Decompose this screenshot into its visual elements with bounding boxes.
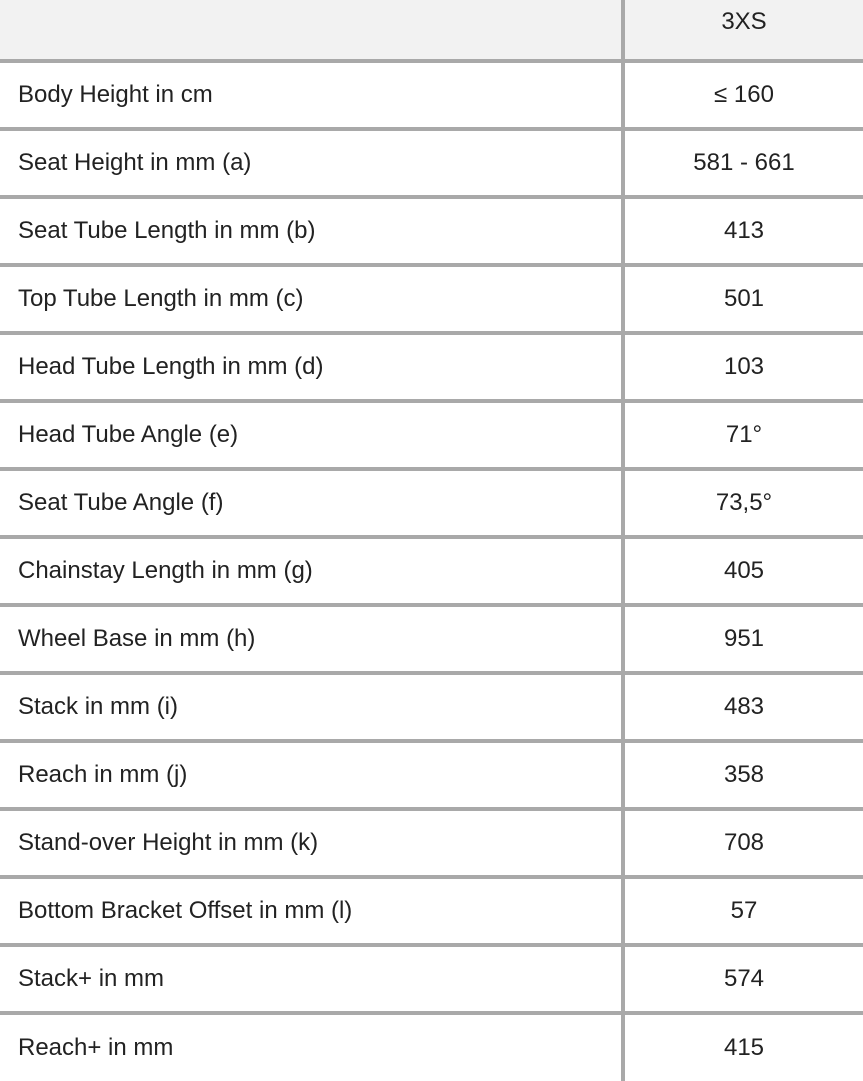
row-value: 415 (621, 1015, 863, 1081)
table-row (0, 63, 863, 131)
row-label: Head Tube Length in mm (d) (18, 353, 324, 380)
row-label: Top Tube Length in mm (c) (18, 285, 304, 312)
table-row (0, 675, 863, 743)
row-value: 358 (621, 743, 863, 807)
row-value: 405 (621, 539, 863, 603)
row-label: Seat Tube Length in mm (b) (18, 217, 316, 244)
row-label: Reach in mm (j) (18, 761, 188, 788)
table-row (0, 335, 863, 403)
row-label: Wheel Base in mm (h) (18, 625, 256, 652)
header-label-cell (0, 0, 621, 59)
row-value: 103 (621, 335, 863, 399)
row-label: Stack+ in mm (18, 965, 165, 992)
row-value: 574 (621, 947, 863, 1011)
row-label: Stack in mm (i) (18, 693, 179, 720)
row-label: Body Height in cm (18, 81, 213, 108)
table-header-row (0, 0, 863, 63)
table-row (0, 1015, 863, 1081)
table-row (0, 811, 863, 879)
row-value: 501 (621, 267, 863, 331)
row-value: 708 (621, 811, 863, 875)
row-label: Chainstay Length in mm (g) (18, 557, 313, 584)
table-row (0, 947, 863, 1015)
table-row (0, 199, 863, 267)
row-label: Head Tube Angle (e) (18, 421, 239, 448)
table-row (0, 879, 863, 947)
row-value: ≤ 160 (621, 63, 863, 127)
row-label: Reach+ in mm (18, 1034, 174, 1061)
table-row (0, 267, 863, 335)
row-label: Bottom Bracket Offset in mm (l) (18, 897, 353, 924)
table-row (0, 743, 863, 811)
table-row (0, 539, 863, 607)
row-value: 57 (621, 879, 863, 943)
row-label: Stand-over Height in mm (k) (18, 829, 319, 856)
header-size-cell: 3XS (621, 0, 863, 59)
row-value: 73,5° (621, 471, 863, 535)
row-label: Seat Tube Angle (f) (18, 489, 224, 516)
row-label: Seat Height in mm (a) (18, 149, 252, 176)
table-row (0, 471, 863, 539)
table-row (0, 403, 863, 471)
table-row (0, 131, 863, 199)
table-row (0, 607, 863, 675)
row-value: 581 - 661 (621, 131, 863, 195)
row-value: 483 (621, 675, 863, 739)
row-value: 951 (621, 607, 863, 671)
row-value: 413 (621, 199, 863, 263)
row-value: 71° (621, 403, 863, 467)
